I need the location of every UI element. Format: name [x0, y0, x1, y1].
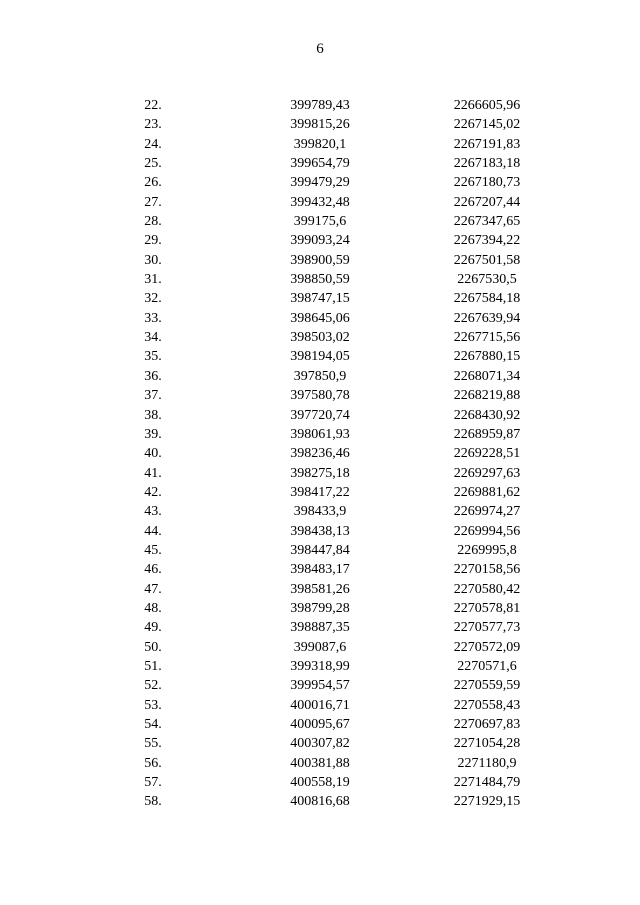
y-coordinate-cell: 2269994,56	[453, 523, 521, 539]
y-coordinate-cell: 2271929,15	[453, 794, 521, 810]
table-row	[0, 754, 640, 773]
x-coordinate-cell: 398747,15	[290, 291, 350, 307]
y-coordinate-cell: 2269228,51	[453, 446, 521, 462]
point-number-cell: 38.	[144, 407, 162, 423]
x-coordinate-cell: 398483,17	[290, 562, 350, 578]
point-number-cell: 46.	[144, 562, 162, 578]
x-coordinate-cell: 398799,28	[290, 600, 350, 616]
point-number-cell: 25.	[144, 156, 162, 172]
point-number-cell: 26.	[144, 175, 162, 191]
x-coordinate-cell: 397850,9	[293, 368, 347, 384]
x-coordinate-cell: 398438,13	[290, 523, 350, 539]
page-number: 6	[316, 41, 324, 57]
point-number-cell: 56.	[144, 755, 162, 771]
point-number-cell: 29.	[144, 233, 162, 249]
x-coordinate-cell: 398850,59	[290, 272, 350, 288]
point-number-cell: 39.	[144, 426, 162, 442]
point-number-cell: 24.	[144, 136, 162, 152]
y-coordinate-cell: 2267639,94	[453, 310, 521, 326]
point-number-cell: 48.	[144, 600, 162, 616]
y-coordinate-cell: 2267501,58	[453, 252, 521, 268]
point-number-cell: 57.	[144, 775, 162, 791]
table-row	[0, 522, 640, 541]
x-coordinate-cell: 399815,26	[290, 117, 350, 133]
x-coordinate-cell: 400016,71	[290, 697, 350, 713]
table-row	[0, 696, 640, 715]
x-coordinate-cell: 398236,46	[290, 446, 350, 462]
table-row	[0, 676, 640, 695]
table-row	[0, 638, 640, 657]
y-coordinate-cell: 2271484,79	[453, 775, 521, 791]
y-coordinate-cell: 2271054,28	[453, 736, 521, 752]
point-number-cell: 42.	[144, 484, 162, 500]
table-row	[0, 406, 640, 425]
x-coordinate-cell: 398061,93	[290, 426, 350, 442]
point-number-cell: 34.	[144, 330, 162, 346]
table-row	[0, 715, 640, 734]
table-row	[0, 541, 640, 560]
y-coordinate-cell: 2267183,18	[453, 156, 521, 172]
x-coordinate-cell: 398581,26	[290, 581, 350, 597]
y-coordinate-cell: 2270558,43	[453, 697, 521, 713]
y-coordinate-cell: 2270578,81	[453, 600, 521, 616]
y-coordinate-cell: 2267394,22	[453, 233, 521, 249]
x-coordinate-cell: 398433,9	[293, 504, 347, 520]
y-coordinate-cell: 2267207,44	[453, 194, 521, 210]
point-number-cell: 43.	[144, 504, 162, 520]
x-coordinate-cell: 398447,84	[290, 542, 350, 558]
x-coordinate-cell: 398887,35	[290, 620, 350, 636]
y-coordinate-cell: 2267191,83	[453, 136, 521, 152]
point-number-cell: 36.	[144, 368, 162, 384]
x-coordinate-cell: 400816,68	[290, 794, 350, 810]
table-row	[0, 734, 640, 753]
point-number-cell: 30.	[144, 252, 162, 268]
x-coordinate-cell: 398194,05	[290, 349, 350, 365]
point-number-cell: 32.	[144, 291, 162, 307]
x-coordinate-cell: 399432,48	[290, 194, 350, 210]
y-coordinate-cell: 2267880,15	[453, 349, 521, 365]
point-number-cell: 45.	[144, 542, 162, 558]
y-coordinate-cell: 2269974,27	[453, 504, 521, 520]
table-row	[0, 289, 640, 308]
point-number-cell: 41.	[144, 465, 162, 481]
x-coordinate-cell: 400307,82	[290, 736, 350, 752]
y-coordinate-cell: 2267584,18	[453, 291, 521, 307]
point-number-cell: 23.	[144, 117, 162, 133]
table-row	[0, 580, 640, 599]
table-row	[0, 464, 640, 483]
point-number-cell: 50.	[144, 639, 162, 655]
y-coordinate-cell: 2268219,88	[453, 388, 521, 404]
point-number-cell: 52.	[144, 678, 162, 694]
y-coordinate-cell: 2270577,73	[453, 620, 521, 636]
x-coordinate-cell: 397580,78	[290, 388, 350, 404]
point-number-cell: 27.	[144, 194, 162, 210]
point-number-cell: 53.	[144, 697, 162, 713]
y-coordinate-cell: 2267145,02	[453, 117, 521, 133]
table-row	[0, 154, 640, 173]
point-number-cell: 37.	[144, 388, 162, 404]
x-coordinate-cell: 399318,99	[290, 658, 350, 674]
coordinates-table	[0, 96, 640, 812]
point-number-cell: 31.	[144, 272, 162, 288]
y-coordinate-cell: 2266605,96	[453, 98, 521, 113]
point-number-cell: 49.	[144, 620, 162, 636]
table-row	[0, 386, 640, 405]
x-coordinate-cell: 400381,88	[290, 755, 350, 771]
y-coordinate-cell: 2267180,73	[453, 175, 521, 191]
point-number-cell: 55.	[144, 736, 162, 752]
x-coordinate-cell: 398900,59	[290, 252, 350, 268]
x-coordinate-cell: 397720,74	[290, 407, 350, 423]
y-coordinate-cell: 2267347,65	[453, 214, 521, 230]
table-row	[0, 367, 640, 386]
y-coordinate-cell: 2268959,87	[453, 426, 521, 442]
x-coordinate-cell: 400558,19	[290, 775, 350, 791]
table-row	[0, 444, 640, 463]
y-coordinate-cell: 2270697,83	[453, 717, 521, 732]
table-row	[0, 618, 640, 637]
y-coordinate-cell: 2269995,8	[457, 542, 517, 558]
x-coordinate-cell: 399820,1	[293, 136, 347, 152]
table-row	[0, 792, 640, 811]
table-row	[0, 502, 640, 521]
table-row	[0, 657, 640, 676]
x-coordinate-cell: 398275,18	[290, 465, 350, 481]
table-row	[0, 773, 640, 792]
x-coordinate-cell: 398645,06	[290, 310, 350, 326]
table-row	[0, 173, 640, 192]
y-coordinate-cell: 2270559,59	[453, 678, 521, 694]
point-number-cell: 44.	[144, 523, 162, 539]
x-coordinate-cell: 399654,79	[290, 156, 350, 172]
table-row	[0, 193, 640, 212]
y-coordinate-cell: 2269297,63	[453, 465, 521, 481]
x-coordinate-cell: 399093,24	[290, 233, 350, 249]
x-coordinate-cell: 400095,67	[290, 717, 350, 732]
table-row	[0, 425, 640, 444]
table-row	[0, 347, 640, 366]
x-coordinate-cell: 399789,43	[290, 98, 350, 113]
table-row	[0, 251, 640, 270]
point-number-cell: 40.	[144, 446, 162, 462]
table-row	[0, 599, 640, 618]
table-row	[0, 309, 640, 328]
y-coordinate-cell: 2270572,09	[453, 639, 521, 655]
table-row	[0, 212, 640, 231]
y-coordinate-cell: 2268071,34	[453, 368, 521, 384]
point-number-cell: 33.	[144, 310, 162, 326]
table-row	[0, 270, 640, 289]
table-row	[0, 231, 640, 250]
y-coordinate-cell: 2270571,6	[457, 658, 517, 674]
point-number-cell: 51.	[144, 658, 162, 674]
table-row	[0, 96, 640, 115]
point-number-cell: 54.	[144, 717, 162, 732]
y-coordinate-cell: 2271180,9	[457, 755, 517, 771]
table-row	[0, 135, 640, 154]
y-coordinate-cell: 2267530,5	[457, 272, 517, 288]
x-coordinate-cell: 399087,6	[293, 639, 347, 655]
point-number-cell: 22.	[144, 98, 162, 113]
x-coordinate-cell: 399479,29	[290, 175, 350, 191]
point-number-cell: 58.	[144, 794, 162, 810]
x-coordinate-cell: 398503,02	[290, 330, 350, 346]
point-number-cell: 28.	[144, 214, 162, 230]
y-coordinate-cell: 2267715,56	[453, 330, 521, 346]
y-coordinate-cell: 2269881,62	[453, 484, 521, 500]
x-coordinate-cell: 399954,57	[290, 678, 350, 694]
point-number-cell: 35.	[144, 349, 162, 365]
table-row	[0, 560, 640, 579]
y-coordinate-cell: 2270580,42	[453, 581, 521, 597]
table-row	[0, 483, 640, 502]
table-row	[0, 328, 640, 347]
table-row	[0, 115, 640, 134]
x-coordinate-cell: 398417,22	[290, 484, 350, 500]
x-coordinate-cell: 399175,6	[293, 214, 347, 230]
y-coordinate-cell: 2270158,56	[453, 562, 521, 578]
point-number-cell: 47.	[144, 581, 162, 597]
y-coordinate-cell: 2268430,92	[453, 407, 521, 423]
